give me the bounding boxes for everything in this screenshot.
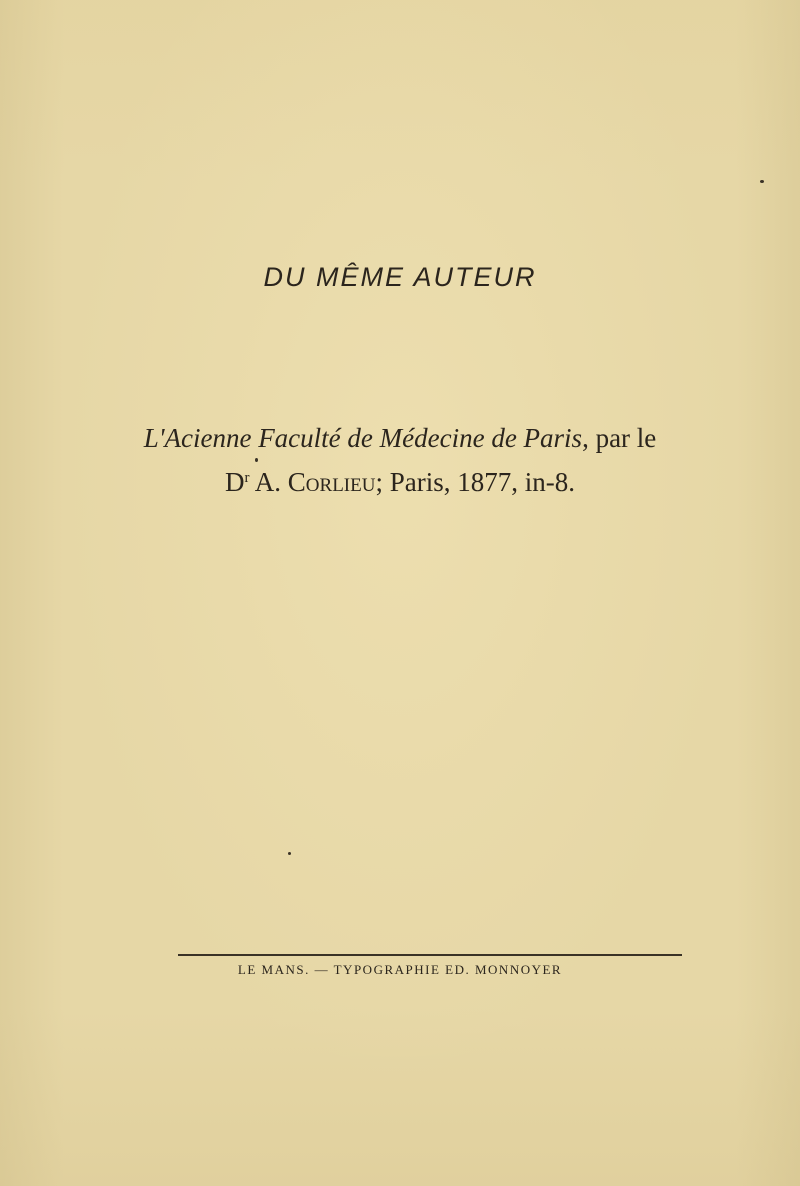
author-initial: A.	[249, 467, 288, 497]
entry-line-1	[0, 418, 800, 458]
author-surname: Corlieu	[287, 467, 376, 497]
author-prefix: D	[225, 467, 245, 497]
author-prefix-sup: r	[244, 470, 250, 486]
printer-imprint: LE MANS. — TYPOGRAPHIE ED. MONNOYER	[237, 962, 563, 977]
bibliography-entry	[0, 418, 800, 502]
paper-speck	[288, 852, 291, 855]
entry-after-title: , par le	[582, 423, 657, 453]
entry-line-2	[0, 458, 800, 502]
paper-speck	[760, 180, 764, 183]
publication-details: ; Paris, 1877, in-8.	[375, 467, 575, 497]
work-title: L'Acienne Faculté de Médecine de Paris	[143, 423, 583, 453]
page-heading: DU MÊME AUTEUR	[263, 262, 537, 292]
paper-speck	[255, 458, 258, 462]
imprint-rule	[178, 954, 682, 956]
